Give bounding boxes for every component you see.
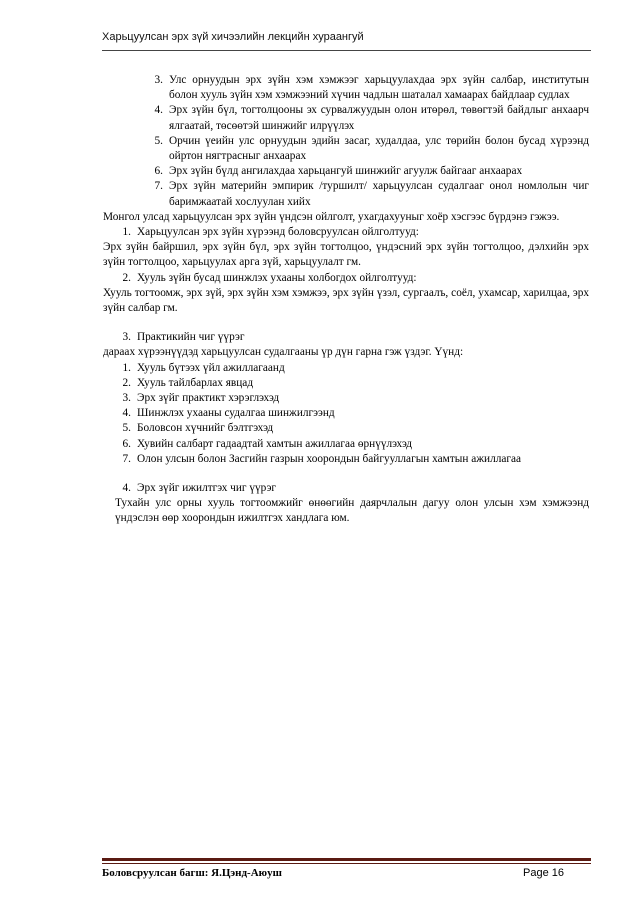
list-text: Хууль тайлбарлах явцад	[137, 376, 254, 389]
list-number: 4.	[154, 104, 163, 117]
footer-divider-thin	[102, 863, 591, 864]
list-item	[103, 391, 589, 406]
section-heading-item	[103, 271, 589, 286]
list-item	[103, 406, 589, 421]
list-number: 3.	[122, 392, 131, 405]
list-number: 3.	[122, 331, 131, 344]
list-text: Боловсон хүчнийг бэлтгэхэд	[137, 422, 274, 435]
list-text: Улс орнуудын эрх зүйн хэм хэмжээг харьцуулахдаа эрх зүйн салбар, институтын болон хууль зүйн хэм хэмжээний хүчин чадлын шаталал хамаарах байдлаар судлах	[169, 74, 589, 102]
list-text: Орчин үеийн улс орнуудын эдийн засаг, худалдаа, улс төрийн болон бусад хүрээнд ойртон нягтрасныг анхаарах	[169, 134, 589, 163]
list-number: 6.	[154, 165, 163, 178]
list-text: Эрх зүйн бүл, тогтолцооны эх сурвалжуудын олон итөрөл, төвөгтэй байдлыг анхаарч ялгаатай, төсөөтэй шинжийг илрүүлэх	[169, 104, 589, 132]
list-text: Эрх зүйн материйн эмпирик /туршилт/ харьцуулсан судалгааг онол номлолын чиг баримжаатай хослуулан хийх	[169, 180, 589, 208]
section-heading-item	[103, 225, 589, 240]
list-number: 5.	[122, 422, 131, 435]
list-text: Эрх зүйг ижилтгэх чиг үүрэг	[137, 482, 277, 495]
list-item	[103, 179, 589, 209]
list-item	[103, 164, 589, 179]
paragraph-concepts: Эрх зүйн байршил, эрх зүйн бүл, эрх зүйн тогтолцоо, үндэсний эрх зүйн тогтолцоо, дэлхийн эрх зүйн тогтолцоо, харьцуулах арга зүй, харьцуулалт гм.	[103, 241, 589, 269]
list-item	[103, 134, 589, 164]
list-item	[103, 452, 589, 467]
footer-divider-thick	[102, 858, 591, 861]
list-text: Хувийн салбарт гадаадтай хамтын ажиллагаа өрнүүлэхэд	[137, 437, 413, 450]
list-item	[103, 376, 589, 391]
list-number: 7.	[154, 180, 163, 193]
list-text: Олон улсын болон Засгийн газрын хоорондын байгууллагын хамтын ажиллагаа	[137, 452, 522, 465]
list-text: Хууль зүйн бусад шинжлэх ухааны холбогдох ойлголтууд:	[137, 271, 417, 284]
section-heading-item	[103, 330, 589, 345]
footer-author: Боловсруулсан багш: Я.Цэнд-Аюуш	[102, 867, 282, 879]
list-number: 3.	[154, 74, 163, 86]
spacer	[103, 467, 589, 481]
paragraph-intro: Монгол улсад харьцуулсан эрх зүйн үндсэн ойлголт, ухагдахууныг хоёр хэсгээс бүрдэнэ гэжээ.	[103, 210, 560, 223]
page-header-title: Харьцуулсан эрх зүй хичээлийн лекцийн хураангуй	[102, 31, 364, 43]
paragraph-related-concepts: Хууль тогтоомж, эрх зүй, эрх зүйн хэм хэмжээ, эрх зүйн үзэл, сургаалъ, соёл, ухамсар, харилцаа, эрх зүйн салбар гм.	[103, 286, 589, 315]
list-number: 1.	[122, 361, 131, 374]
page-number: Page 16	[523, 867, 564, 879]
spacer	[103, 316, 589, 330]
list-item	[103, 421, 589, 436]
list-text: Харьцуулсан эрх зүйн хүрээнд боловсруулсан ойлголтууд:	[137, 226, 419, 239]
list-number: 2.	[122, 271, 131, 284]
list-item	[103, 437, 589, 452]
list-text: Хууль бүтээх үйл ажиллагаанд	[137, 361, 285, 374]
list-number: 1.	[122, 226, 131, 239]
paragraph-practical: дараах хүрээнүүдэд харьцуулсан судалгааны үр дүн гарна гэж үздэг. Үүнд:	[103, 346, 464, 359]
header-divider	[102, 50, 591, 51]
section-heading-item	[103, 481, 589, 496]
paragraph-harmonization: Тухайн улс орны хууль тогтоомжийг өнөөгийн даярчлалын дагуу олон улсын хэм хэмжээнд үндэслэн өөр хоорондын ижилтгэх хандлага юм.	[115, 497, 589, 525]
list-text: Эрх зүйн бүлд ангилахдаа харьцангуй шинжийг агуулж байгааг анхаарах	[169, 165, 523, 178]
list-text: Шинжлэх ухааны судалгаа шинжилгээнд	[137, 407, 335, 420]
list-number: 6.	[122, 437, 131, 450]
list-number: 4.	[122, 482, 131, 495]
list-number: 5.	[154, 134, 163, 147]
list-item	[103, 361, 589, 376]
document-body	[103, 73, 589, 527]
list-text: Практикийн чиг үүрэг	[137, 331, 245, 344]
list-item	[103, 103, 589, 133]
list-item	[103, 73, 589, 103]
list-text: Эрх зүйг практикт хэрэглэхэд	[137, 392, 280, 405]
list-number: 2.	[122, 376, 131, 389]
list-number: 7.	[122, 452, 131, 465]
list-number: 4.	[122, 407, 131, 420]
